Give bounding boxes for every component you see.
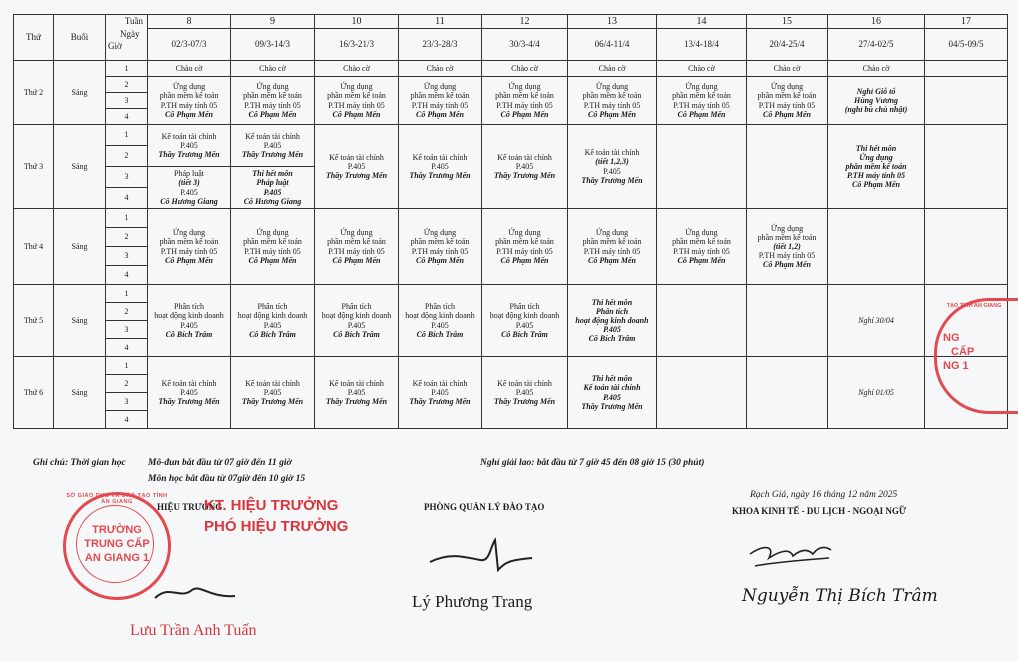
period-number: 1 — [106, 125, 148, 146]
class-cell: Ứng dụng phần mềm kế toán P.TH máy tính 05 Cô Phạm Mến — [148, 77, 231, 125]
week-dates: 04/5-09/5 — [925, 29, 1008, 61]
holiday-cell: Nghỉ 01/05 — [828, 357, 925, 429]
class-cell: Phân tích hoạt động kinh doanh P.405 Cô Bích Trâm — [231, 285, 315, 357]
principal-name: Lưu Trần Anh Tuấn — [130, 622, 257, 639]
faculty-name-handwritten: Nguyễn Thị Bích Trâm — [742, 586, 938, 606]
holiday-cell: Nghỉ 30/04 — [828, 285, 925, 357]
period-number: 4 — [106, 188, 148, 209]
note-subject-time: Môn học bắt đầu từ 07giờ đến 10 giờ 15 — [148, 474, 306, 484]
week-number: 17 — [925, 15, 1008, 29]
class-cell: Ứng dụng phần mềm kế toán P.TH máy tính 05 Cô Phạm Mến — [148, 209, 231, 285]
class-cell: Ứng dụng phần mềm kế toán P.TH máy tính 05 Cô Phạm Mến — [315, 209, 399, 285]
class-cell: Pháp luật (tiết 3) P.405 Cô Hương Giang — [148, 167, 231, 209]
header-ngay: Ngày — [120, 29, 140, 39]
class-cell: Ứng dụng phần mềm kế toán P.TH máy tính 05 Cô Phạm Mến — [657, 77, 747, 125]
period-number: 2 — [106, 303, 148, 321]
week-dates: 16/3-21/3 — [315, 29, 399, 61]
header-gio: Giờ — [108, 41, 122, 51]
signature-scribble — [420, 532, 540, 582]
timetable — [13, 14, 1008, 429]
period-number: 2 — [106, 146, 148, 167]
flag-ceremony: Chào cờ — [399, 61, 482, 77]
week-dates: 30/3-4/4 — [482, 29, 568, 61]
period-number: 1 — [106, 209, 148, 228]
class-cell: Phân tích hoạt động kinh doanh P.405 Cô Bích Trâm — [148, 285, 231, 357]
week-number: 11 — [399, 15, 482, 29]
signature-scribble — [150, 578, 240, 608]
principal-title: HIỆU TRƯỞNG — [157, 502, 223, 512]
school-seal: TRƯỜNG TRUNG CẤP AN GIANG 1 SỞ GIÁO DỤC VÀ ĐÀO TẠO TỈNH AN GIANG — [63, 492, 171, 600]
class-cell: Kế toán tài chính P.405 Thầy Trương Mến — [148, 357, 231, 429]
session-label: Sáng — [54, 209, 106, 285]
week-number: 10 — [315, 15, 399, 29]
deputy-title-kt: KT. HIỆU TRƯỞNG — [204, 497, 339, 514]
flag-ceremony: Chào cờ — [657, 61, 747, 77]
class-cell: Kế toán tài chính P.405 Thầy Trương Mến — [315, 357, 399, 429]
class-cell: Kế toán tài chính (tiết 1,2,3) P.405 Thầy Trương Mến — [568, 125, 657, 209]
class-cell: Ứng dụng phần mềm kế toán P.TH máy tính 05 Cô Phạm Mến — [482, 209, 568, 285]
class-cell: Kế toán tài chính P.405 Thầy Trương Mến — [482, 125, 568, 209]
week-dates: 13/4-18/4 — [657, 29, 747, 61]
class-cell: Kế toán tài chính P.405 Thầy Trương Mến — [482, 357, 568, 429]
week-number: 16 — [828, 15, 925, 29]
exam-cell: Thi hết môn Phân tích hoạt động kinh doanh P.405 Cô Bích Trâm — [568, 285, 657, 357]
class-cell: Ứng dụng phần mềm kế toán P.TH máy tính 05 Cô Phạm Mến — [399, 209, 482, 285]
faculty-title: KHOA KINH TẾ - DU LỊCH - NGOẠI NGỮ — [732, 506, 907, 516]
class-cell: Ứng dụng phần mềm kế toán P.TH máy tính 05 Cô Phạm Mến — [482, 77, 568, 125]
class-cell: Ứng dụng phần mềm kế toán P.TH máy tính 05 Cô Phạm Mến — [568, 77, 657, 125]
day-label: Thứ 2 — [14, 61, 54, 125]
class-cell: Kế toán tài chính P.405 Thầy Trương Mến — [148, 125, 231, 167]
period-number: 1 — [106, 61, 148, 77]
period-number: 3 — [106, 321, 148, 339]
session-label: Sáng — [54, 357, 106, 429]
note-module-time: Mô-đun bắt đầu từ 07 giờ đến 11 giờ — [148, 458, 292, 468]
week-number: 12 — [482, 15, 568, 29]
exam-cell: Thi hết môn Pháp luật P.405 Cô Hương Giang — [231, 167, 315, 209]
exam-cell: Thi hết môn Ứng dụng phần mềm kế toán P.TH máy tính 05 Cô Phạm Mến — [828, 125, 925, 209]
class-cell: Kế toán tài chính P.405 Thầy Trương Mến — [231, 125, 315, 167]
class-cell: Phân tích hoạt động kinh doanh P.405 Cô Bích Trâm — [399, 285, 482, 357]
week-dates: 02/3-07/3 — [148, 29, 231, 61]
flag-ceremony: Chào cờ — [482, 61, 568, 77]
session-label: Sáng — [54, 285, 106, 357]
period-number: 2 — [106, 375, 148, 393]
training-office-title: PHÒNG QUẢN LÝ ĐÀO TẠO — [424, 502, 545, 512]
class-cell: Ứng dụng phần mềm kế toán P.TH máy tính 05 Cô Phạm Mến — [657, 209, 747, 285]
period-number: 2 — [106, 77, 148, 93]
holiday-cell: Nghỉ Giỗ tổ Hùng Vương (nghỉ bù chủ nhật) — [828, 77, 925, 125]
day-label: Thứ 4 — [14, 209, 54, 285]
day-label: Thứ 3 — [14, 125, 54, 209]
period-number: 3 — [106, 247, 148, 266]
period-number: 1 — [106, 285, 148, 303]
period-number: 3 — [106, 93, 148, 109]
class-cell: Ứng dụng phần mềm kế toán P.TH máy tính 05 Cô Phạm Mến — [231, 77, 315, 125]
flag-ceremony: Chào cờ — [315, 61, 399, 77]
exam-cell: Thi hết môn Kế toán tài chính P.405 Thầy Trương Mến — [568, 357, 657, 429]
class-cell: Kế toán tài chính P.405 Thầy Trương Mến — [315, 125, 399, 209]
header-buoi: Buổi — [54, 15, 106, 61]
week-number: 8 — [148, 15, 231, 29]
week-dates: 06/4-11/4 — [568, 29, 657, 61]
period-number: 3 — [106, 393, 148, 411]
class-cell: Kế toán tài chính P.405 Thầy Trương Mến — [399, 125, 482, 209]
period-number: 4 — [106, 266, 148, 285]
session-label: Sáng — [54, 125, 106, 209]
week-dates: 27/4-02/5 — [828, 29, 925, 61]
header-tuan: Tuần — [124, 16, 143, 26]
signature-scribble — [745, 536, 835, 576]
flag-ceremony: Chào cờ — [231, 61, 315, 77]
class-cell: Ứng dụng phần mềm kế toán P.TH máy tính 05 Cô Phạm Mến — [399, 77, 482, 125]
header-thu: Thứ — [14, 15, 54, 61]
class-cell: Phân tích hoạt động kinh doanh P.405 Cô Bích Trâm — [482, 285, 568, 357]
class-cell: Ứng dụng phần mềm kế toán P.TH máy tính 05 Cô Phạm Mến — [568, 209, 657, 285]
day-label: Thứ 6 — [14, 357, 54, 429]
week-dates: 20/4-25/4 — [747, 29, 828, 61]
class-cell: Kế toán tài chính P.405 Thầy Trương Mến — [399, 357, 482, 429]
place-date: Rạch Giá, ngày 16 tháng 12 năm 2025 — [750, 490, 898, 500]
period-number: 3 — [106, 167, 148, 188]
flag-ceremony: Chào cờ — [568, 61, 657, 77]
flag-ceremony: Chào cờ — [828, 61, 925, 77]
deputy-title: PHÓ HIỆU TRƯỞNG — [204, 518, 349, 535]
week-number: 14 — [657, 15, 747, 29]
session-label: Sáng — [54, 61, 106, 125]
flag-ceremony: Chào cờ — [747, 61, 828, 77]
training-office-name: Lý Phương Trang — [412, 592, 533, 611]
class-cell: Kế toán tài chính P.405 Thầy Trương Mến — [231, 357, 315, 429]
period-number: 4 — [106, 109, 148, 125]
class-cell: Ứng dụng phần mềm kế toán P.TH máy tính 05 Cô Phạm Mến — [231, 209, 315, 285]
day-label: Thứ 5 — [14, 285, 54, 357]
class-cell: Ứng dụng phần mềm kế toán P.TH máy tính 05 Cô Phạm Mến — [747, 77, 828, 125]
period-number: 2 — [106, 228, 148, 247]
period-number: 1 — [106, 357, 148, 375]
period-number: 4 — [106, 339, 148, 357]
note-label: Ghi chú: Thời gian học — [33, 458, 126, 468]
class-cell: Phân tích hoạt động kinh doanh P.405 Cô Bích Trâm — [315, 285, 399, 357]
week-dates: 23/3-28/3 — [399, 29, 482, 61]
week-dates: 09/3-14/3 — [231, 29, 315, 61]
week-number: 13 — [568, 15, 657, 29]
period-number: 4 — [106, 411, 148, 429]
flag-ceremony: Chào cờ — [148, 61, 231, 77]
school-seal-partial: NG CẤP NG 1 TẠO TỈNH AN GIANG — [934, 298, 1018, 414]
class-cell: Ứng dụng phần mềm kế toán (tiết 1,2) P.TH máy tính 05 Cô Phạm Mến — [747, 209, 828, 285]
header-diagonal — [106, 15, 148, 61]
class-cell: Ứng dụng phần mềm kế toán P.TH máy tính 05 Cô Phạm Mến — [315, 77, 399, 125]
week-number: 9 — [231, 15, 315, 29]
week-number: 15 — [747, 15, 828, 29]
note-break-time: Nghỉ giải lao: bắt đầu từ 7 giờ 45 đến 08 giờ 15 (30 phút) — [480, 458, 705, 468]
